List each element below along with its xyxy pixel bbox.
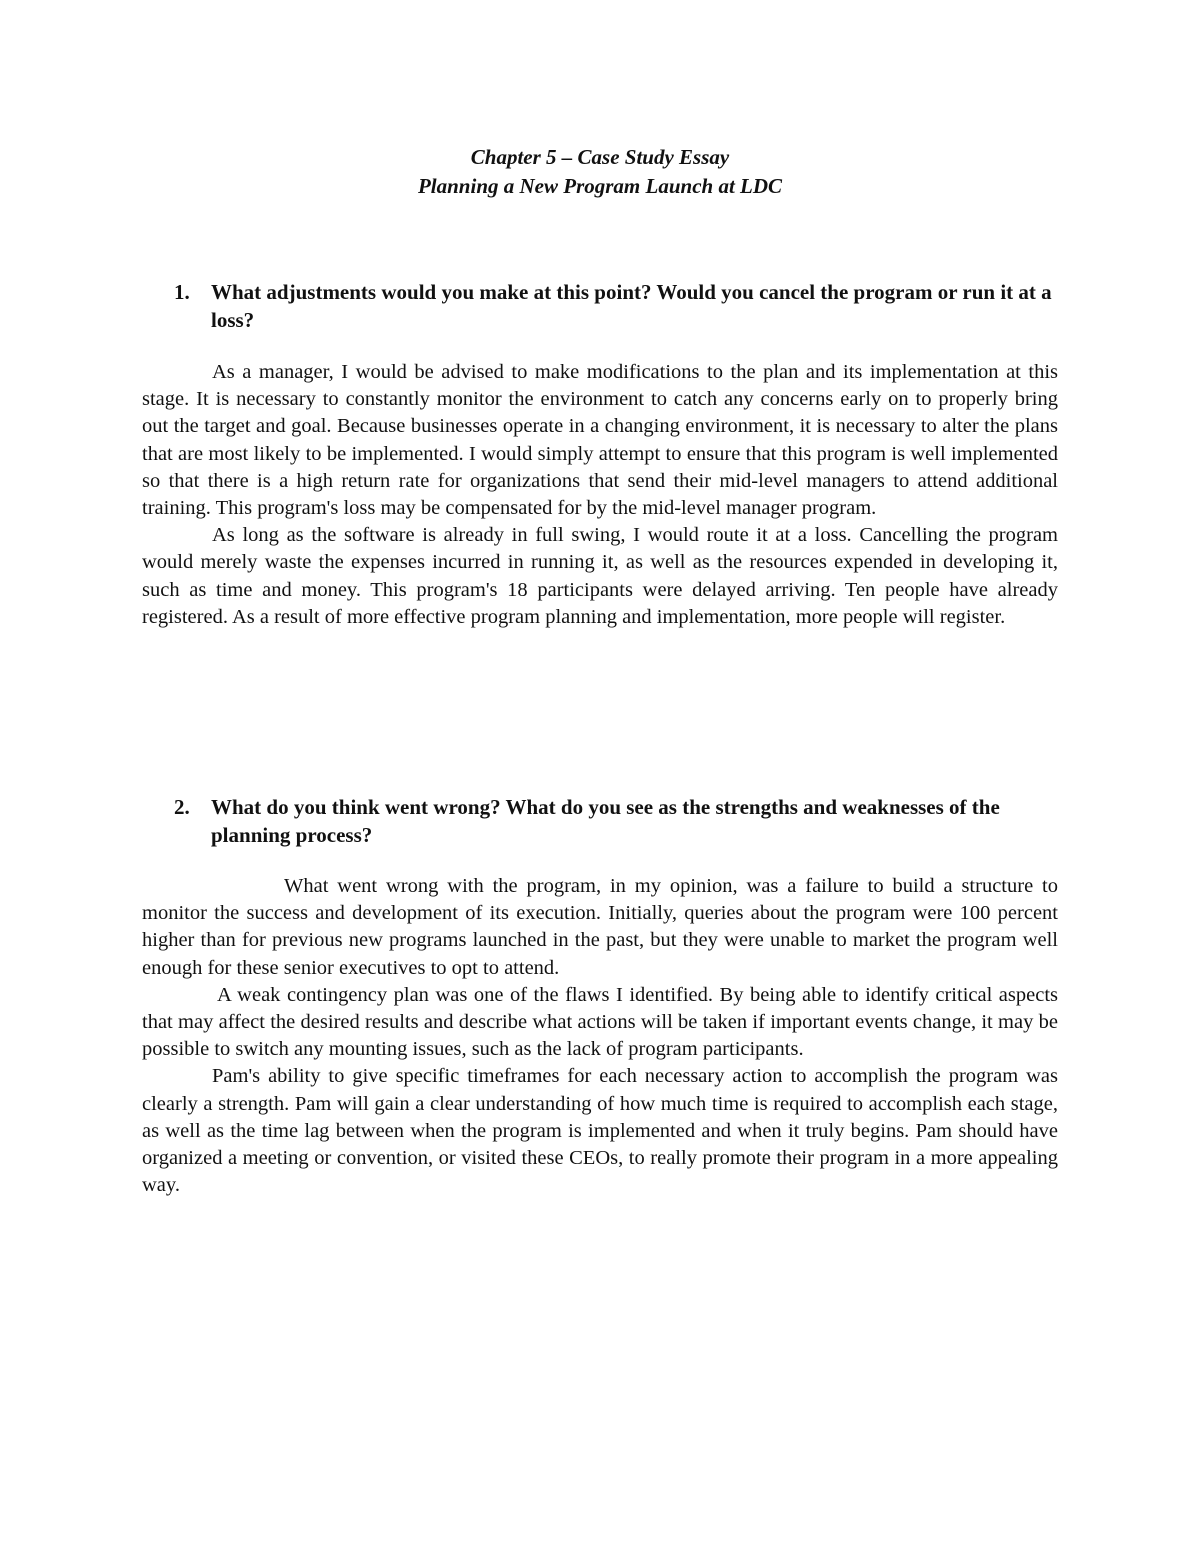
answer-2-paragraph-2: A weak contingency plan was one of the flaws I identified. By being able to identify critical aspects that may affect the desired results and describe what actions will be taken if important events change, it may be possible to switch any mounting issues, such as the lack of program participants. [142,983,1058,1061]
document-title [0,143,1200,201]
question-2-text: What do you think went wrong? What do you see as the strengths and weaknesses of the planning process? [211,795,1000,847]
answer-1-paragraph-2: As long as the software is already in full swing, I would route it at a loss. Cancelling the program would merely waste the expenses incurred in running it, as well as the resources expended in developing it, such as time and money. This program's 18 participants were delayed arriving. Ten people have already registered. As a result of more effective program planning and implementation, more people will register. [142,524,1058,628]
answer-1-paragraph-1: As a manager, I would be advised to make modifications to the plan and its implementation at this stage. It is necessary to constantly monitor the environment to catch any concerns early on to properly bring out the target and goal. Because businesses operate in a changing environment, it is necessary to alter the plans that are most likely to be implemented. I would simply attempt to ensure that this program is well implemented so that there is a high return rate for organizations that send their mid-level managers to attend additional training. This program's loss may be compensated for by the mid-level manager program. [142,361,1058,520]
question-2-number: 2. [174,795,190,819]
answer-2 [142,873,1058,1199]
question-2-heading [174,793,1064,849]
answer-2-paragraph-1: What went wrong with the program, in my opinion, was a failure to build a structure to monitor the success and development of its execution. Initially, queries about the program were 100 percent higher than for previous new programs launched in the past, but they were unable to market the program well enough for these senior executives to opt to attend. [142,875,1058,979]
title-line-1: Chapter 5 – Case Study Essay [470,145,730,169]
question-1-number: 1. [174,280,190,304]
answer-2-paragraph-3: Pam's ability to give specific timeframes for each necessary action to accomplish the program was clearly a strength. Pam will gain a clear understanding of how much time is required to accomplish each stage, as well as the time lag between when the program is implemented and when it truly begins. Pam should have organized a meeting or convention, or visited these CEOs, to really promote their program in a more appealing way. [142,1065,1058,1197]
question-1-heading [174,278,1064,334]
question-1-text: What adjustments would you make at this point? Would you cancel the program or run it at a loss? [211,280,1052,332]
answer-1 [142,359,1058,631]
title-line-2: Planning a New Program Launch at LDC [417,174,783,198]
